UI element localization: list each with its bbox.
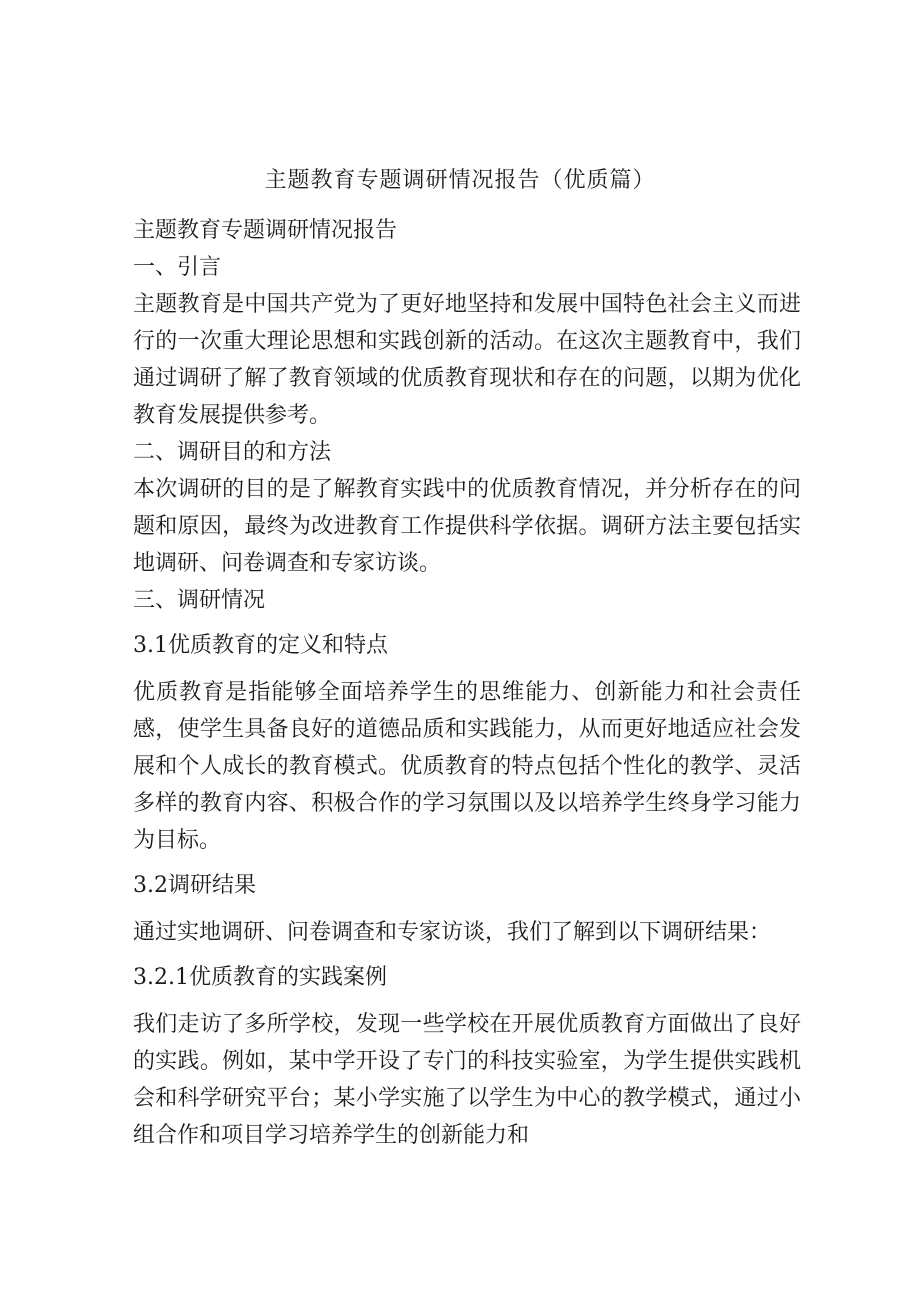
report-subtitle: 主题教育专题调研情况报告: [133, 218, 398, 243]
section-1-heading: 一、引言: [133, 255, 222, 280]
section-3-2-paragraph: 通过实地调研、问卷调查和专家访谈，我们了解到以下调研结果：: [133, 920, 772, 945]
section-3-1-paragraph: 优质教育是指能够全面培养学生的思维能力、创新能力和社会责任感，使学生具备良好的道德品质和实践能力，从而更好地适应社会发展和个人成长的教育模式。优质教育的特点包括个性化的教学、灵活多样的教育内容、积极合作的学习氛围以及以培养学生终身学习能力为目标。: [133, 680, 801, 853]
section-2-heading: 二、调研目的和方法: [133, 440, 332, 465]
section-3-2-heading: 3.2调研结果: [133, 873, 256, 898]
section-1-paragraph: 主题教育是中国共产党为了更好地坚持和发展中国特色社会主义而进行的一次重大理论思想和实践创新的活动。在这次主题教育中，我们通过调研了解了教育领域的优质教育现状和存在的问题，以期为优化教育发展提供参考。: [133, 292, 801, 428]
section-3-2-1-paragraph: 我们走访了多所学校，发现一些学校在开展优质教育方面做出了良好的实践。例如，某中学开设了专门的科技实验室，为学生提供实践机会和科学研究平台；某小学实施了以学生为中心的教学模式，通过小组合作和项目学习培养学生的创新能力和: [133, 1012, 801, 1148]
section-3-heading: 三、调研情况: [133, 588, 266, 613]
section-3-2-1-heading: 3.2.1优质教育的实践案例: [133, 965, 387, 990]
section-3-1-heading: 3.1优质教育的定义和特点: [133, 633, 388, 658]
section-2-paragraph: 本次调研的目的是了解教育实践中的优质教育情况，并分析存在的问题和原因，最终为改进教育工作提供科学依据。调研方法主要包括实地调研、问卷调查和专家访谈。: [133, 477, 801, 576]
document-title: 主题教育专题调研情况报告（优质篇）: [264, 168, 656, 193]
document-body: [133, 212, 801, 1154]
